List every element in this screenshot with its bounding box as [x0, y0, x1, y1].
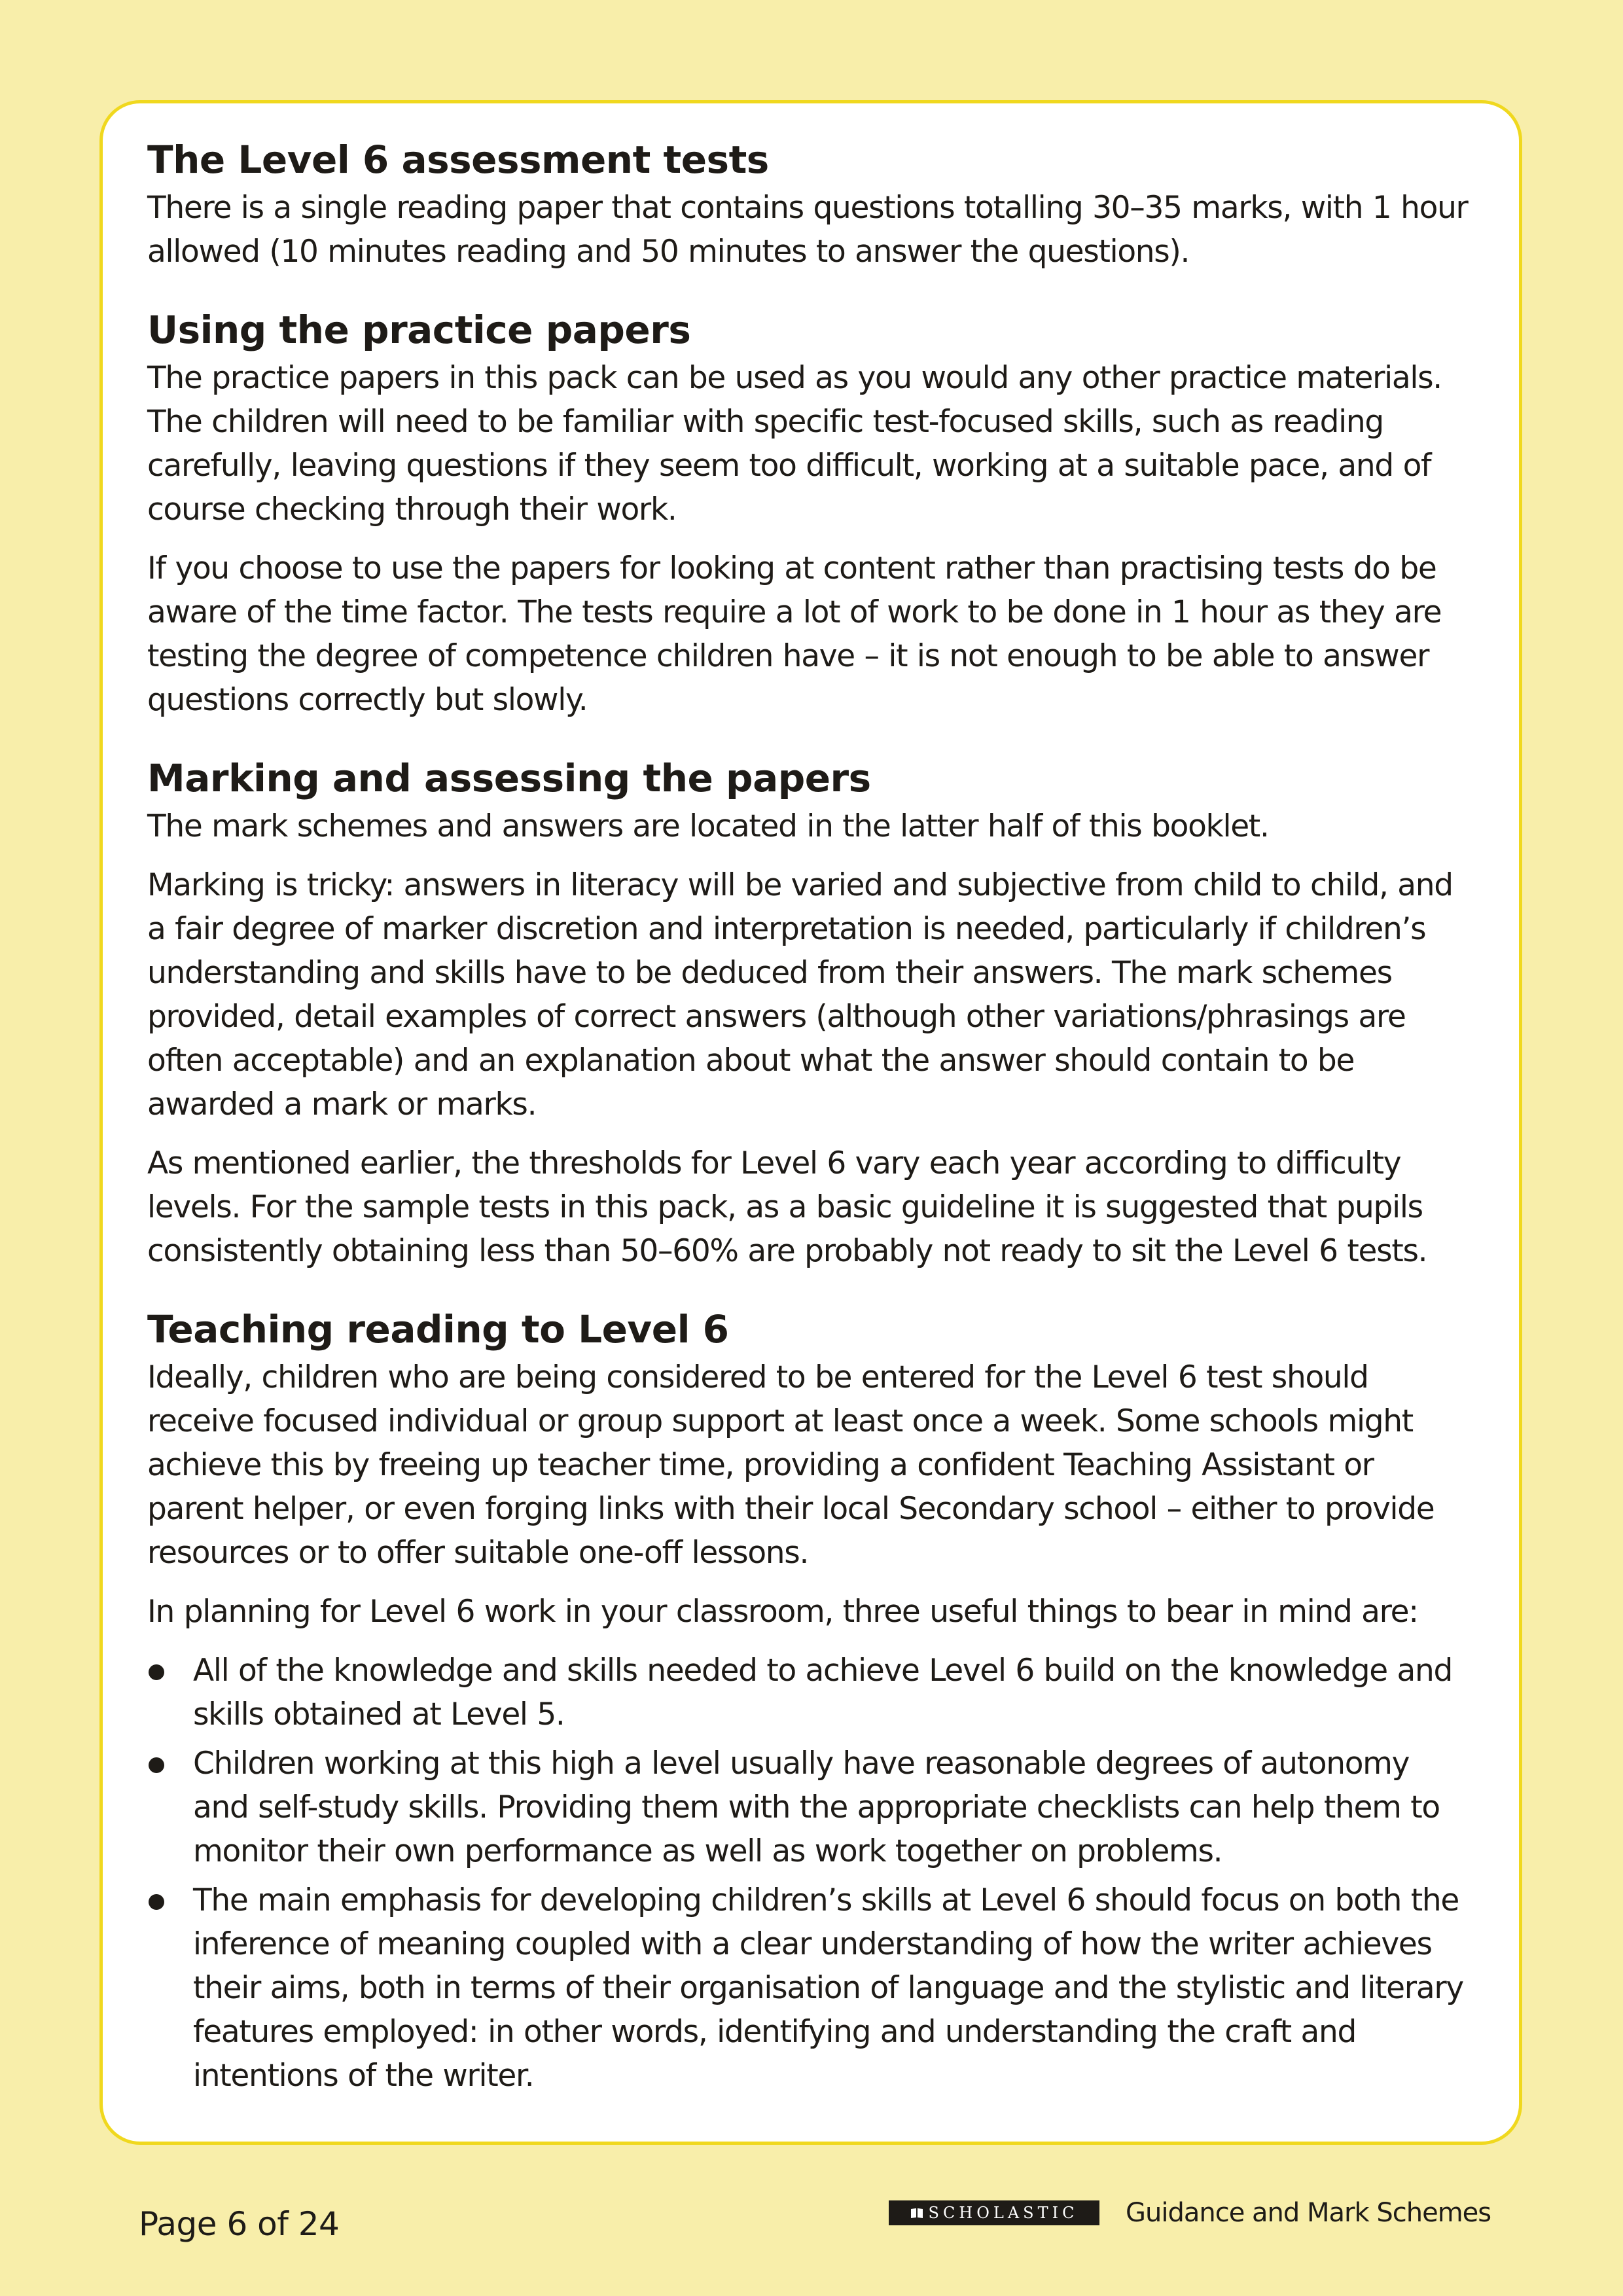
list-item [147, 1742, 1473, 1873]
section-heading: The Level 6 assessment tests [147, 137, 769, 182]
paragraph: Marking is tricky: answers in literacy will be varied and subjective from child to child, and a fair degree of marker discretion and interpretation is needed, particularly if children’s understanding and skills have to be deduced from their answers. The mark schemes provided, detail examples of correct answers (although other variations/phrasings are often acceptable) and an explanation about what the answer should contain to be awarded a mark or marks. [147, 867, 1453, 1122]
list-item-text: The main emphasis for developing children’s skills at Level 6 should focus on both the inference of meaning coupled with a clear understanding of how the writer achieves their aims, both in terms of their organisation of language and the stylistic and literary features employed: in other words, identifying and understanding the craft and intentions of the writer. [193, 1882, 1463, 2094]
list-item-text: Children working at this high a level usually have reasonable degrees of autonomy and self-study skills. Providing them with the appropriate checklists can help them to monitor their own performance as well as work together on problems. [193, 1746, 1440, 1869]
section-heading: Using the practice papers [147, 308, 691, 352]
brand-name: SCHOLASTIC [928, 2204, 1079, 2222]
open-book-icon [910, 2206, 923, 2219]
footer-branding [889, 2197, 1491, 2229]
bullet-icon [149, 1664, 164, 1680]
paragraph: There is a single reading paper that contains questions totalling 30–35 marks, with 1 hour allowed (10 minutes reading and 50 minutes to answer the questions). [147, 190, 1468, 270]
page-number: Page 6 of 24 [139, 2205, 340, 2243]
bullet-icon [149, 1894, 164, 1910]
paragraph: In planning for Level 6 work in your classroom, three useful things to bear in mind are: [147, 1594, 1418, 1630]
paragraph: If you choose to use the papers for looking at content rather than practising tests do be aware of the time factor. The tests require a lot of work to be done in 1 hour as they are testing the degree of competence children have – it is not enough to be able to answer questions correctly but slowly. [147, 550, 1442, 718]
bullet-list [147, 1649, 1473, 2098]
list-item [147, 1649, 1473, 1736]
paragraph: Ideally, children who are being considered to be entered for the Level 6 test should receive focused individual or group support at least once a week. Some schools might achieve this by freeing up teacher time, providing a confident Teaching Assistant or parent helper, or even forging links with their local Secondary school – either to provide resources or to offer suitable one-off lessons. [147, 1359, 1435, 1571]
paragraph: As mentioned earlier, the thresholds for Level 6 vary each year according to difficulty levels. For the sample tests in this pack, as a basic guideline it is suggested that pupils consistently obtaining less than 50–60% are probably not ready to sit the Level 6 tests. [147, 1145, 1427, 1269]
section-assessment-tests [147, 136, 1473, 274]
section-using-practice-papers [147, 306, 1473, 722]
bullet-icon [149, 1757, 164, 1773]
section-teaching-reading [147, 1306, 1473, 2098]
list-item-text: All of the knowledge and skills needed to achieve Level 6 build on the knowledge and skills obtained at Level 5. [193, 1653, 1453, 1732]
section-marking-assessing [147, 755, 1473, 1273]
section-heading: Marking and assessing the papers [147, 756, 871, 800]
list-item [147, 1878, 1473, 2098]
paragraph: The mark schemes and answers are located in the latter half of this booklet. [147, 808, 1269, 844]
paragraph: The practice papers in this pack can be used as you would any other practice materials. The children will need to be familiar with specific test-focused skills, such as reading carefully, leaving questions if they seem too difficult, working at a suitable pace, and of course checking through their work. [147, 360, 1442, 528]
document-title: Guidance and Mark Schemes [1126, 2198, 1491, 2228]
scholastic-logo [889, 2200, 1099, 2225]
section-heading: Teaching reading to Level 6 [147, 1307, 729, 1352]
content-card [99, 100, 1522, 2145]
